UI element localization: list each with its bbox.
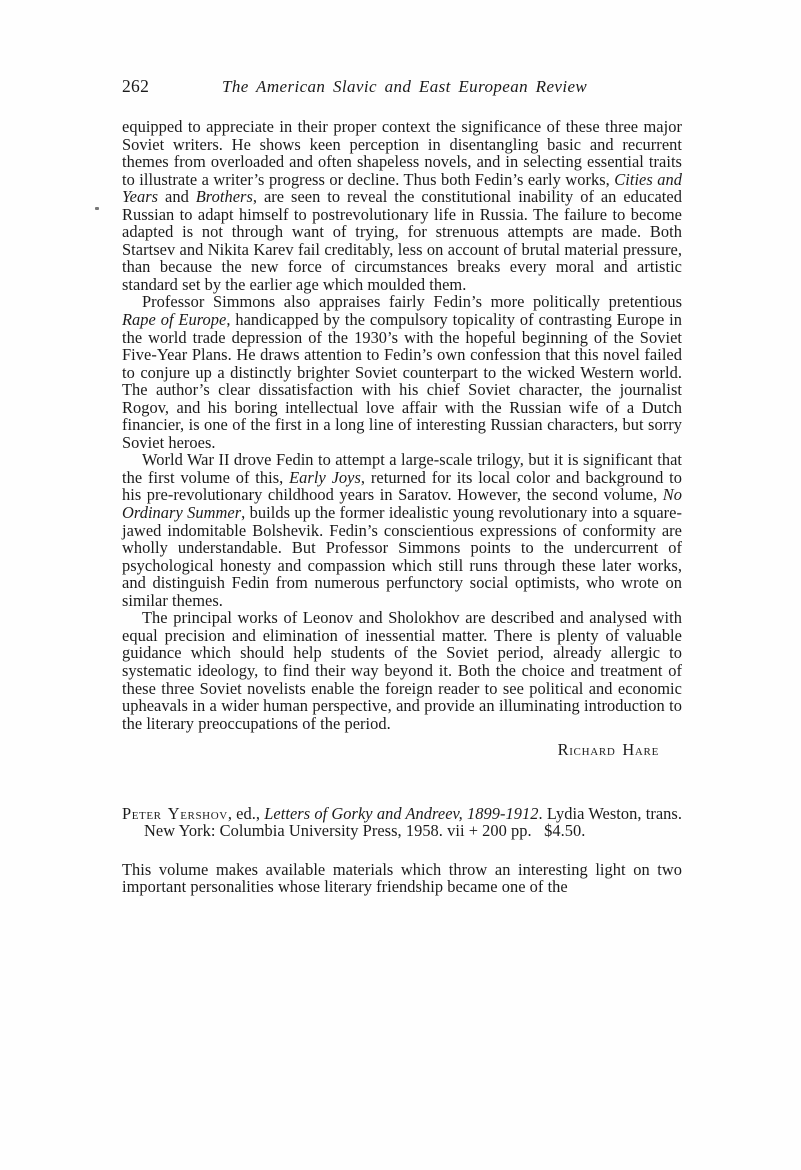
text-column (122, 118, 682, 896)
citation-editor-role: , ed., (227, 803, 265, 823)
review-two-lead-paragraph: This volume makes available materials which throw an interesting light on two important personalities whose literary friendship became one of the (122, 859, 682, 897)
citation-price-spacer (532, 821, 544, 840)
book-citation (122, 759, 682, 840)
citation-imprint: . Lydia Weston, trans. New York: Columbia University Press, 1958. vii + 200 pp. (144, 803, 682, 841)
reviewer-signature: Richard Hare (557, 740, 659, 760)
italic-title-1-1: Cities and Years (122, 169, 682, 207)
journal-title: The American Slavic and East European Review (222, 77, 588, 96)
text-run-4-0: The principal works of Leonov and Sholokhov are described and analysed with equal precision and elimination of inessential matter. There is plenty of valuable guidance which should help students of the Soviet period, already allergic to systematic ideology, to find their way beyond it. Both the choice and treatment of these three Soviet novelists enable the foreign reader to see political and economic upheavals in a wider human perspective, and provide an illuminating introduction to the literary preoccupations of the period. (122, 608, 682, 733)
running-head (122, 76, 681, 98)
paragraph-2 (122, 293, 682, 451)
page-folio: 262 (122, 76, 150, 96)
text-run-1-4: , are seen to reveal the constitutional inability of an educated Russian to adapt himself to postrevolutionary life in Russia. The failure to become adapted is not through want of trying, for strenuous attempts are made. Both Startsev and Nikita Karev fail creditably, less on account of brutal material pressure, than because the new force of circumstances breaks every moral and artistic standard set by the earlier age which moulded them. (122, 187, 682, 294)
italic-title-3-1: Early Joys (289, 467, 361, 487)
text-run-3-2: , returned for its local color and background to his pre-revolutionary childhood years in Saratov. However, the second volume, (122, 467, 683, 505)
text-run-1-2: and (158, 187, 196, 207)
text-run-1-0: equipped to appreciate in their proper context the significance of these three major Soviet writers. He shows keen perception in disentangling basic and recurrent themes from overloaded and often shapeless novels, and in selecting essential traits to illustrate a writer’s progress or decline. Thus both Fedin’s early works, (122, 117, 682, 189)
citation-title: Letters of Gorky and Andreev, 1899-1912 (264, 803, 539, 823)
paragraph-3 (122, 451, 682, 609)
text-run-3-4: , builds up the former idealistic young revolutionary into a square-jawed indomitable Bolshevik. Fedin’s conscientious expressions of conformity are wholly understandable. But Professor Simmons points to the undercurrent of psychological honesty and compassion which still runs through these later works, and distinguish Fedin from numerous perfunctory social optimists, who wrote on similar themes. (122, 503, 682, 610)
citation-price: $4.50. (544, 821, 586, 841)
italic-title-3-3: No Ordinary Summer (122, 485, 682, 523)
citation-author: Peter Yershov (122, 803, 228, 823)
text-run-2-0: Professor Simmons also appraises fairly Fedin’s more politically pretentious (142, 292, 682, 312)
scan-artifact-speck (95, 207, 99, 210)
text-run-3-0: World War II drove Fedin to attempt a large-scale trilogy, but it is significant that the first volume of this, (122, 450, 682, 487)
italic-title-1-3: Brothers (195, 187, 253, 207)
paragraph-4 (122, 609, 682, 732)
text-run-2-2: , handicapped by the compulsory topicality of contrasting Europe in the world trade depression of the 1930’s with the hopeful beginning of the Soviet Five-Year Plans. He draws attention to Fedin’s own confession that this novel failed to conjure up a distinctly brighter Soviet counterpart to the wicked Western world. The author’s clear dissatisfaction with his chief Soviet character, the journalist Rogov, and his boring intellectual love affair with the Russian wife of a Dutch financier, is one of the first in a long line of interesting Russian characters, but sorry Soviet heroes. (122, 310, 682, 452)
italic-title-2-1: Rape of Europe (122, 310, 227, 330)
paragraph-1 (122, 118, 682, 293)
